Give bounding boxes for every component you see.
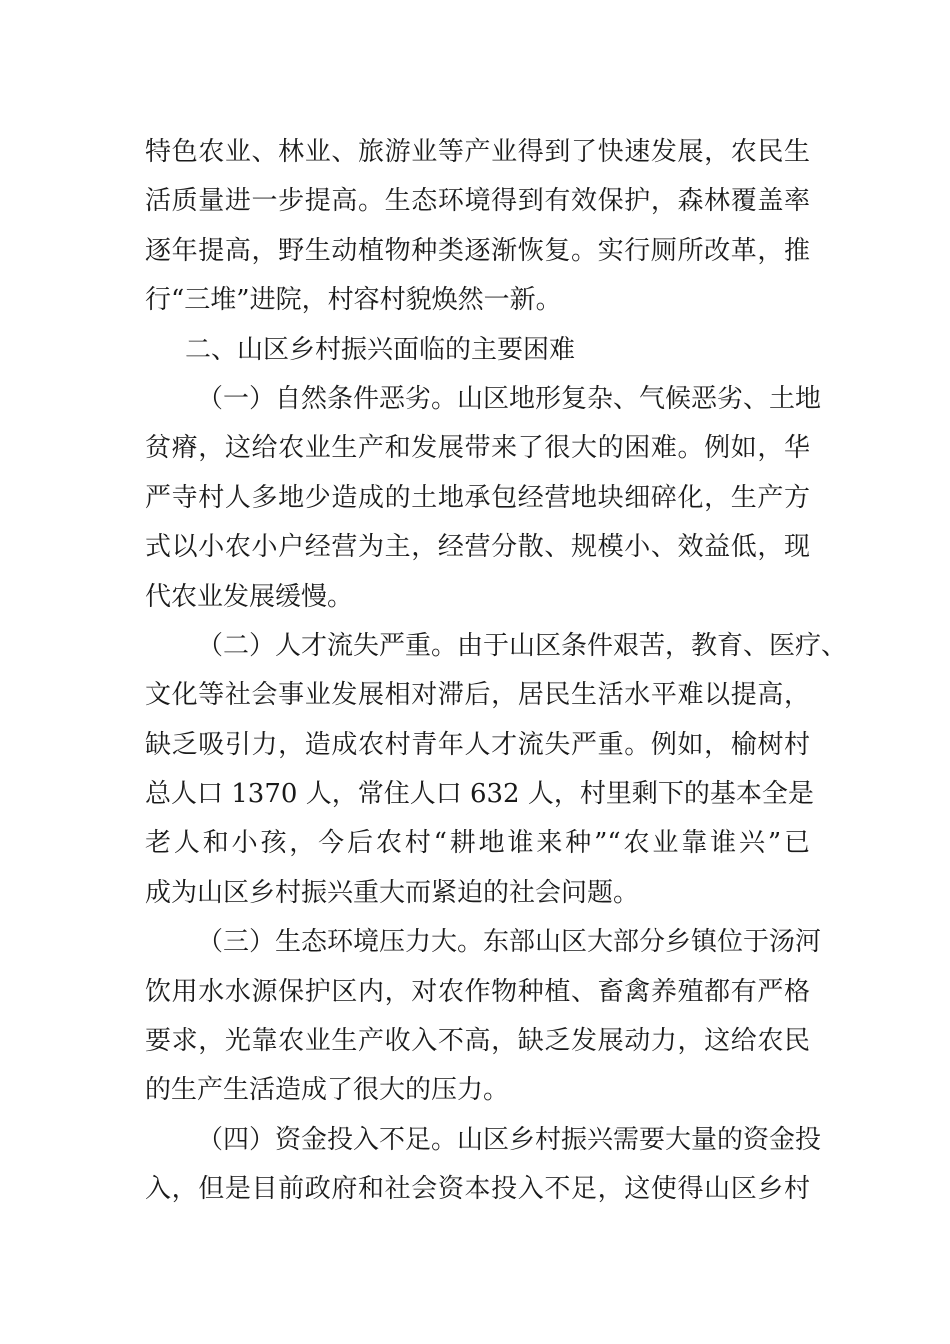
body-line: 要求，光靠农业生产收入不高，缺乏发展动力，这给农民 (145, 1026, 810, 1057)
document-body (145, 128, 848, 1215)
section-heading: 二、山区乡村振兴面临的主要困难 (185, 334, 576, 365)
body-line: 严寺村人多地少造成的土地承包经营地块细碎化，生产方 (145, 482, 810, 513)
body-line: 饮用水水源保护区内，对农作物种植、畜禽养殖都有严格 (145, 976, 810, 1007)
body-line: 特色农业、林业、旅游业等产业得到了快速发展，农民生 (145, 137, 810, 167)
body-line: （二）人才流失严重。由于山区条件艰苦，教育、医疗、 (197, 630, 848, 661)
body-line: 式以小农小户经营为主，经营分散、规模小、效益低，现 (145, 532, 810, 563)
body-line: 代农业发展缓慢。 (145, 581, 354, 612)
body-line: （四）资金投入不足。山区乡村振兴需要大量的资金投 (197, 1124, 822, 1155)
body-line: 缺乏吸引力，造成农村青年人才流失严重。例如，榆树村 (145, 729, 810, 760)
body-line: （一）自然条件恶劣。山区地形复杂、气候恶劣、土地 (197, 383, 822, 414)
body-line: 逐年提高，野生动植物种类逐渐恢复。实行厕所改革，推 (145, 235, 810, 266)
body-line: 文化等社会事业发展相对滞后，居民生活水平难以提高， (145, 680, 810, 711)
body-line: 行“三堆”进院，村容村貌焕然一新。 (145, 285, 562, 316)
body-line: 入，但是目前政府和社会资本投入不足，这使得山区乡村 (145, 1174, 810, 1205)
body-line: 贫瘠，这给农业生产和发展带来了很大的困难。例如，华 (145, 433, 810, 464)
body-line: 活质量进一步提高。生态环境得到有效保护，森林覆盖率 (145, 186, 810, 217)
body-line: 总人口 1370 人，常住人口 632 人，村里剩下的基本全是 (145, 779, 814, 810)
body-line: 成为山区乡村振兴重大而紧迫的社会问题。 (145, 877, 640, 908)
body-line: 老人和小孩，今后农村“耕地谁来种”“农业靠谁兴”已 (145, 828, 810, 859)
body-line: 的生产生活造成了很大的压力。 (145, 1075, 510, 1106)
body-line: （三）生态环境压力大。东部山区大部分乡镇位于汤河 (197, 927, 822, 958)
